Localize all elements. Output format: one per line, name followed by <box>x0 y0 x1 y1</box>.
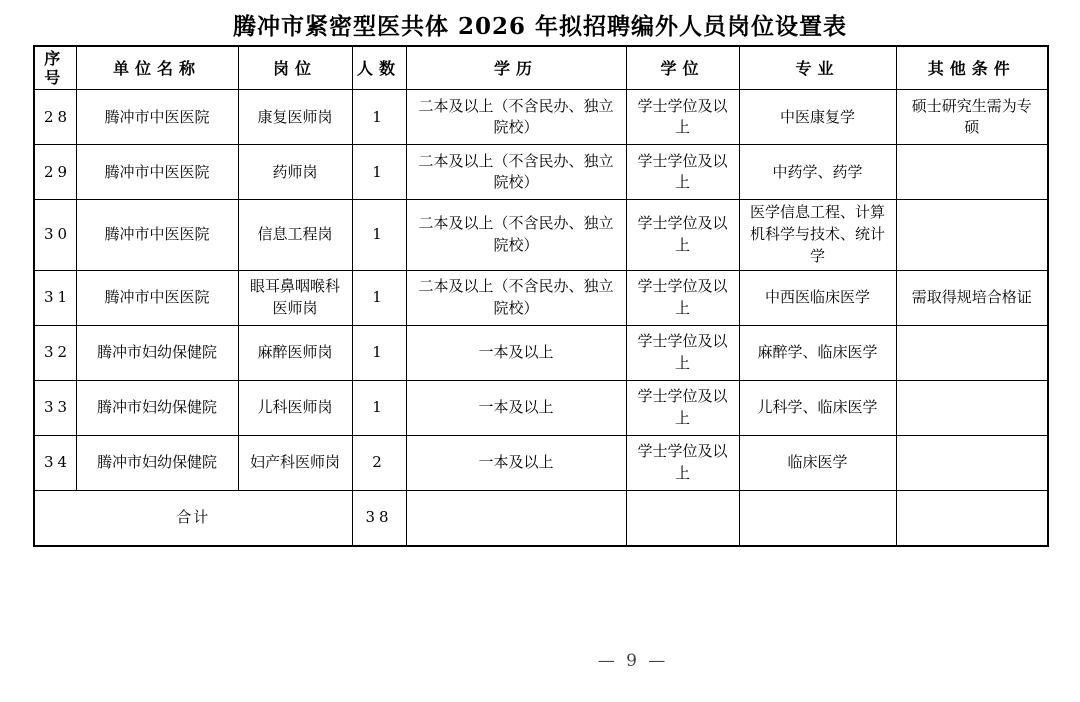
table-row <box>34 200 1048 270</box>
header-position: 岗位 <box>238 46 352 90</box>
cell-education: 一本及以上 <box>406 435 626 490</box>
cell-count: 1 <box>352 270 406 325</box>
total-other-empty <box>896 490 1048 546</box>
total-major-empty <box>739 490 896 546</box>
cell-position: 妇产科医师岗 <box>238 435 352 490</box>
cell-degree: 学士学位及以上 <box>626 325 739 380</box>
cell-position: 信息工程岗 <box>238 200 352 270</box>
cell-count: 1 <box>352 380 406 435</box>
header-no: 序号 <box>34 46 76 90</box>
cell-other <box>896 145 1048 200</box>
cell-other <box>896 200 1048 270</box>
cell-other: 需取得规培合格证 <box>896 270 1048 325</box>
page-title: 腾冲市紧密型医共体 2026 年拟招聘编外人员岗位设置表 <box>232 13 848 40</box>
total-count: 38 <box>352 490 406 546</box>
cell-major: 儿科学、临床医学 <box>739 380 896 435</box>
cell-unit: 腾冲市妇幼保健院 <box>76 380 238 435</box>
total-degree-empty <box>626 490 739 546</box>
table-row <box>34 380 1048 435</box>
cell-major: 麻醉学、临床医学 <box>739 325 896 380</box>
cell-no: 30 <box>34 200 76 270</box>
cell-unit: 腾冲市中医医院 <box>76 90 238 145</box>
cell-unit: 腾冲市中医医院 <box>76 200 238 270</box>
cell-other <box>896 435 1048 490</box>
cell-education: 二本及以上（不含民办、独立院校） <box>406 145 626 200</box>
cell-unit: 腾冲市中医医院 <box>76 145 238 200</box>
cell-unit: 腾冲市妇幼保健院 <box>76 325 238 380</box>
cell-count: 2 <box>352 435 406 490</box>
cell-no: 31 <box>34 270 76 325</box>
header-education: 学历 <box>406 46 626 90</box>
cell-education: 一本及以上 <box>406 325 626 380</box>
cell-degree: 学士学位及以上 <box>626 145 739 200</box>
cell-count: 1 <box>352 200 406 270</box>
total-label: 合计 <box>34 490 352 546</box>
cell-education: 二本及以上（不含民办、独立院校） <box>406 200 626 270</box>
header-unit: 单位名称 <box>76 46 238 90</box>
cell-count: 1 <box>352 90 406 145</box>
cell-unit: 腾冲市中医医院 <box>76 270 238 325</box>
cell-other <box>896 325 1048 380</box>
cell-other: 硕士研究生需为专硕 <box>896 90 1048 145</box>
header-major: 专业 <box>739 46 896 90</box>
cell-degree: 学士学位及以上 <box>626 380 739 435</box>
header-other: 其他条件 <box>896 46 1048 90</box>
cell-major: 中医康复学 <box>739 90 896 145</box>
table-row <box>34 325 1048 380</box>
cell-degree: 学士学位及以上 <box>626 435 739 490</box>
cell-major: 中药学、药学 <box>739 145 896 200</box>
cell-position: 康复医师岗 <box>238 90 352 145</box>
cell-no: 28 <box>34 90 76 145</box>
total-education-empty <box>406 490 626 546</box>
cell-major: 医学信息工程、计算机科学与技术、统计学 <box>739 200 896 270</box>
cell-degree: 学士学位及以上 <box>626 200 739 270</box>
table-row <box>34 145 1048 200</box>
cell-no: 33 <box>34 380 76 435</box>
table-row <box>34 435 1048 490</box>
cell-unit: 腾冲市妇幼保健院 <box>76 435 238 490</box>
cell-no: 32 <box>34 325 76 380</box>
cell-education: 二本及以上（不含民办、独立院校） <box>406 90 626 145</box>
cell-position: 眼耳鼻咽喉科医师岗 <box>238 270 352 325</box>
page-number: — 9 — <box>597 651 669 671</box>
table-header-row <box>34 46 1048 90</box>
total-row <box>34 490 1048 546</box>
cell-count: 1 <box>352 325 406 380</box>
cell-no: 34 <box>34 435 76 490</box>
cell-major: 中西医临床医学 <box>739 270 896 325</box>
cell-count: 1 <box>352 145 406 200</box>
cell-position: 儿科医师岗 <box>238 380 352 435</box>
header-degree: 学位 <box>626 46 739 90</box>
cell-no: 29 <box>34 145 76 200</box>
cell-education: 一本及以上 <box>406 380 626 435</box>
table-row <box>34 270 1048 325</box>
cell-position: 药师岗 <box>238 145 352 200</box>
cell-position: 麻醉医师岗 <box>238 325 352 380</box>
cell-degree: 学士学位及以上 <box>626 270 739 325</box>
positions-table <box>33 45 1049 547</box>
cell-other <box>896 380 1048 435</box>
table-body <box>34 90 1048 490</box>
header-count: 人数 <box>352 46 406 90</box>
cell-education: 二本及以上（不含民办、独立院校） <box>406 270 626 325</box>
cell-major: 临床医学 <box>739 435 896 490</box>
table-row <box>34 90 1048 145</box>
cell-degree: 学士学位及以上 <box>626 90 739 145</box>
